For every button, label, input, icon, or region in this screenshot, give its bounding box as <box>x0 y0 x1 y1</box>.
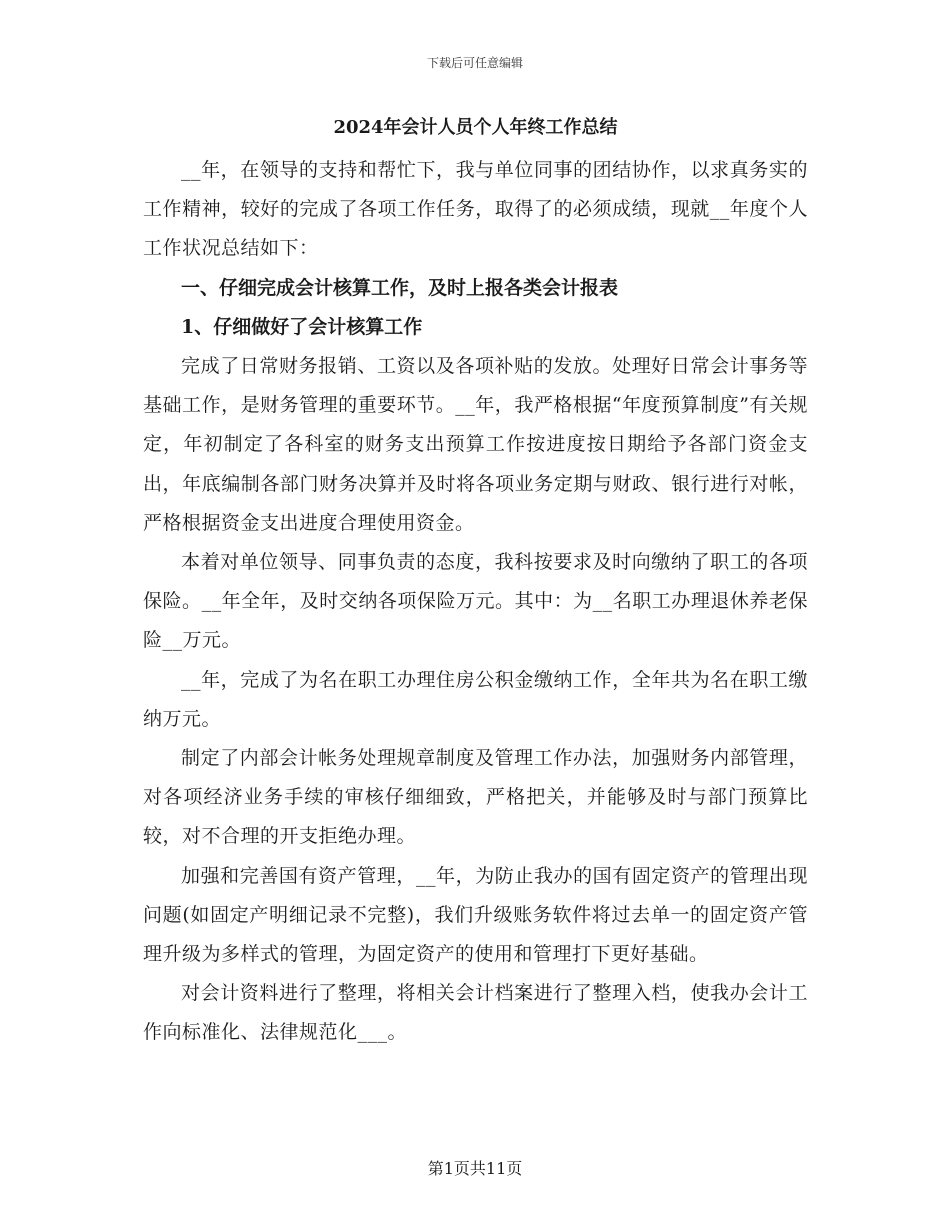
body-paragraph: 加强和完善国有资产管理，__年，为防止我办的国有固定资产的管理出现问题(如固定产明细记录不完整)，我们升级账务软件将过去单一的固定资产管理升级为多样式的管理，为固定资产的使用和管理打下更好基础。 <box>143 864 808 966</box>
body-paragraph: 完成了日常财务报销、工资以及各项补贴的发放。处理好日常会计事务等基础工作，是财务管理的重要环节。__年，我严格根据“年度预算制度”有关规定，年初制定了各科室的财务支出预算工作按进度按日期给予各部门资金支出，年底编制各部门财务决算并及时将各项业务定期与财政、银行进行对帐，严格根据资金支出进度合理使用资金。 <box>143 355 808 534</box>
header-note: 下载后可任意编辑 <box>426 56 523 70</box>
body-paragraph: __年，完成了为名在职工办理住房公积金缴纳工作，全年共为名在职工缴纳万元。 <box>143 668 808 730</box>
subsection-heading: 1、仔细做好了会计核算工作 <box>181 315 423 338</box>
body-paragraph: 本着对单位领导、同事负责的态度，我科按要求及时向缴纳了职工的各项保险。__年全年，及时交纳各项保险万元。其中：为__名职工办理退休养老保险__万元。 <box>143 551 808 652</box>
document-title: 2024年会计人员个人年终工作总结 <box>333 117 618 138</box>
intro-paragraph: __年，在领导的支持和帮忙下，我与单位同事的团结协作，以求真务实的工作精神，较好的完成了各项工作任务，取得了的必须成绩，现就__年度个人工作状况总结如下： <box>143 159 808 260</box>
section-heading: 一、仔细完成会计核算工作，及时上报各类会计报表 <box>181 276 619 299</box>
body-paragraph: 制定了内部会计帐务处理规章制度及管理工作办法，加强财务内部管理，对各项经济业务手续的审核仔细细致，严格把关，并能够及时与部门预算比较，对不合理的开支拒绝办理。 <box>143 747 808 848</box>
page-number: 第1页共11页 <box>427 1159 523 1178</box>
body-paragraph: 对会计资料进行了整理，将相关会计档案进行了整理入档，使我办会计工作向标准化、法律规范化___。 <box>143 982 808 1044</box>
document-body <box>143 111 808 1053</box>
